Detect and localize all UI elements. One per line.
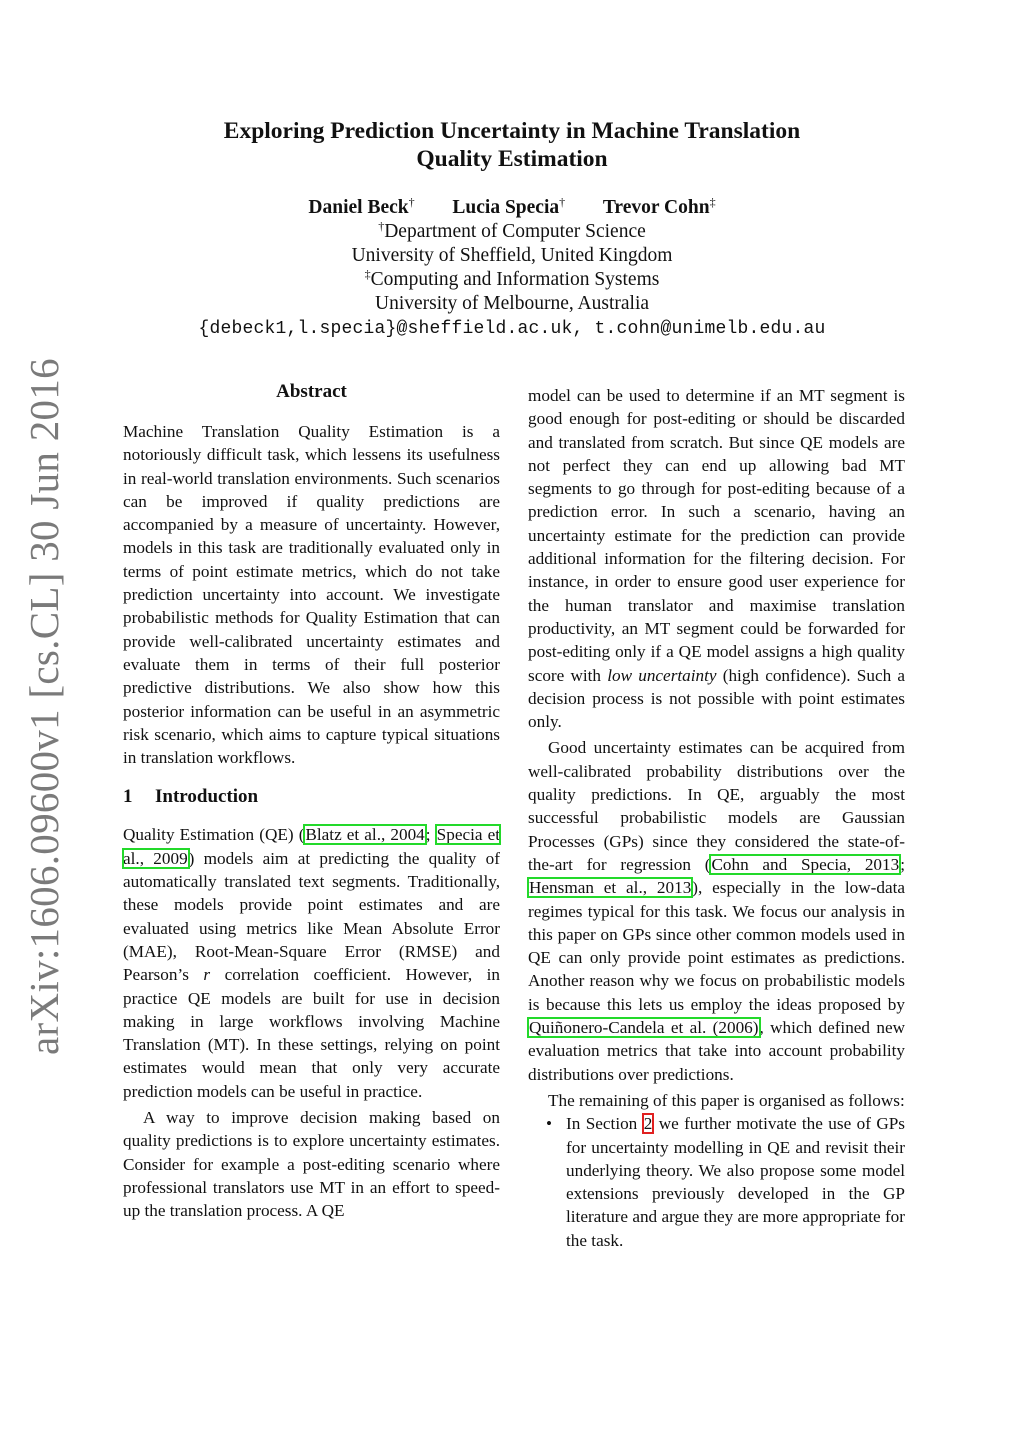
text-run: ; (900, 854, 905, 874)
author-name: Trevor Cohn (602, 197, 710, 218)
affiliation-2-dept (112, 268, 912, 292)
text-run: correlation coefficient. However, in practice QE models are built for use in decision making in large workflows involving Machine Translation (MT). In these settings, relying on point estimates would mean that only very accurate prediction models can be useful in practice. (123, 965, 500, 1101)
author-mark: † (408, 195, 415, 209)
affiliation-1-univ: University of Sheffield, United Kingdom (351, 245, 673, 266)
text-run: model can be used to determine if an MT segment is good enough for post-editing or should be discarded and translated from scratch. But since QE models are not perfect they can end up allowing bad MT segments to go through for post-editing because of a prediction error. In such a scenario, having an uncertainty estimate for the prediction can provide additional information for the filtering decision. For instance, in order to ensure good user experience for the human translator and maximise translation productivity, an MT segment could be forwarded for post-editing only if a QE model assigns a high quality score with (528, 386, 905, 685)
left-column (123, 380, 500, 1223)
citation-link[interactable]: Specia et al., 2009 (123, 825, 500, 868)
text-run: we further motivate the use of GPs for uncertainty modelling in QE and revisit their underlying theory. We also propose some model extensions previously developed in the GP literature and argue they are more appropriate for the task. (566, 1114, 905, 1250)
right-column (528, 384, 905, 1252)
right-paragraph-3: The remaining of this paper is organised as follows: (548, 1090, 905, 1110)
text-run: Quality Estimation (QE) ( (123, 825, 305, 845)
title-line-2: Quality Estimation (416, 146, 608, 172)
text-run: In Section (566, 1114, 643, 1134)
author-mark: ‡ (709, 195, 716, 209)
text-run: ), especially in the low-data regimes typical for this task. We focus our analysis in this paper on GPs since other common models used in QE can only provide point estimates as predictions. Another reason why we focus on probabilistic models is because this lets us employ the ideas proposed by (528, 878, 905, 1014)
right-paragraph-1 (528, 384, 905, 733)
section-heading-introduction (123, 785, 500, 809)
section-ref-link[interactable]: 2 (643, 1114, 653, 1134)
citation-link[interactable]: Cohn and Specia, 2013 (711, 854, 900, 874)
affiliation-2-univ: University of Melbourne, Australia (374, 293, 650, 314)
emphasis-text: low uncertainty (607, 665, 717, 685)
author-block (112, 196, 912, 342)
text-run: , which defined new evaluation metrics that take into account probability distributions over predictions. (528, 1018, 905, 1084)
citation-link[interactable]: Blatz et al., 2004 (305, 825, 425, 845)
intro-paragraph-1 (123, 823, 500, 1103)
arxiv-stamp: arXiv:1606.09600v1 [cs.CL] 30 Jun 2016 (21, 358, 67, 1055)
citation-link[interactable]: Hensman et al., 2013 (529, 878, 692, 898)
abstract-heading: Abstract (276, 381, 347, 402)
author-emails: {debeck1,l.specia}@sheffield.ac.uk, t.cohn@unimelb.edu.au (198, 319, 826, 339)
affiliation-text: Department of Computer Science (384, 221, 646, 242)
paper-title (112, 117, 912, 173)
abstract-text: Machine Translation Quality Estimation is a notoriously difficult task, which lessens its usefulness in real-world translation environments. Such scenarios can be improved if quality predictions are accompanied by a measure of uncertainty. However, models in this task are traditionally evaluated only in terms of point estimate metrics, which do not take prediction uncertainty into account. We investigate probabilistic methods for Quality Estimation that can provide well-calibrated uncertainty estimates and evaluate them in terms of their full posterior predictive distributions. We also show how this posterior information can be useful in an asymmetric risk scenario, which aims to capture typical situations in translation workflows. (123, 422, 500, 768)
list-item (528, 1112, 905, 1252)
title-line-1: Exploring Prediction Uncertainty in Machine Translation (223, 118, 801, 144)
affiliation-mark: † (378, 219, 385, 233)
text-run: (high confidence). Such a decision process is not possible with point estimates only. (528, 665, 906, 732)
text-run: ) models aim at predicting the quality of automatically translated text segments. Traditionally, these models provide point estimates and are evaluated using metrics like Mean Absolute Error (MAE), Root-Mean-Square Error (RMSE) and Pearson’s (123, 848, 500, 985)
section-number: 1 (123, 786, 133, 808)
affiliation-text: Computing and Information Systems (370, 269, 660, 290)
section-title: Introduction (155, 786, 259, 808)
citation-link[interactable]: Quiñonero-Candela et al. (2006) (529, 1018, 759, 1038)
math-variable: r (203, 965, 211, 985)
text-run: Good uncertainty estimates can be acquired from well-calibrated probability distributions over the quality predictions. In QE, arguably the most successful probabilistic models are Gaussian Processes (GPs) since they considered the state-of-the-art for regression ( (528, 738, 905, 874)
affiliation-mark: ‡ (364, 267, 371, 281)
affiliation-1-dept (112, 220, 912, 244)
author-mark: † (559, 195, 566, 209)
intro-paragraph-2: A way to improve decision making based on quality predictions is to explore uncertainty estimates. Consider for example a post-editing scenario where professional translators use MT in an effort to speed-up the translation process. A QE (123, 1108, 500, 1221)
author-name: Daniel Beck (308, 197, 409, 218)
text-run: ; (425, 825, 436, 845)
bullet-icon: • (546, 1114, 553, 1134)
right-paragraph-2 (528, 736, 905, 1085)
author-names (112, 196, 912, 220)
author-name: Lucia Specia (452, 197, 560, 218)
